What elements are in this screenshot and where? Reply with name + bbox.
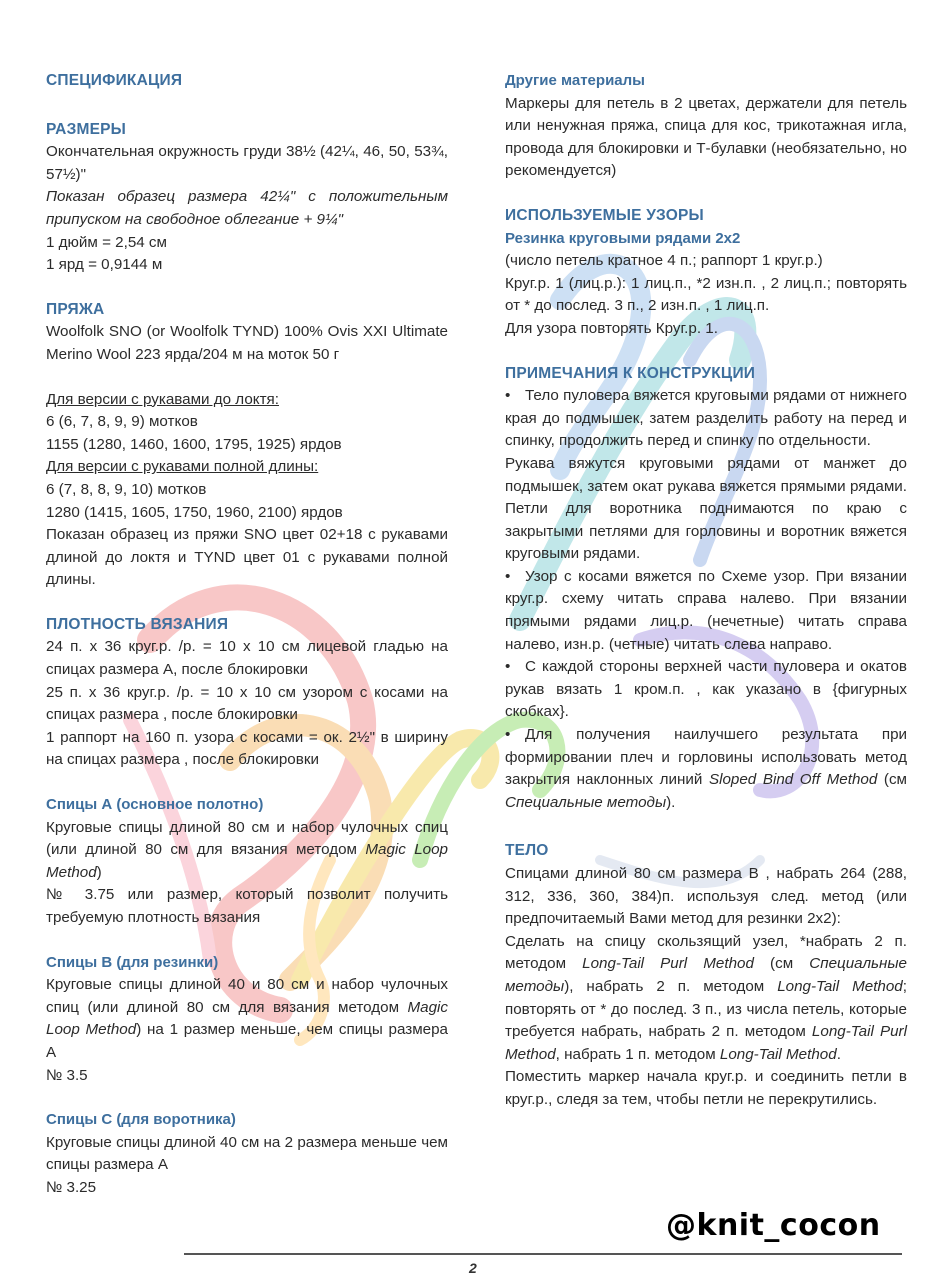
needle-c-size: № 3.25 (46, 1178, 97, 1196)
other-materials-title: Другие материалы (505, 72, 645, 89)
page-number: 2 (469, 1260, 477, 1276)
gauge-stockinette: 24 п. х 36 круг.р. /р. = 10 х 10 см лицевой гладью на спицах размера А, после блокировки (46, 638, 448, 679)
elbow-version-title: Для версии с рукавами до локтя: (46, 390, 279, 408)
yard-conversion: 1 ярд = 0,9144 м (46, 256, 163, 274)
gauge-repeat: 1 раппорт на 160 п. узора с косами = ок. 2½" в ширину на спицах размера , после блокировки (46, 728, 448, 769)
rib-line-3: Для узора повторять Круг.р. 1. (505, 319, 718, 337)
rib-line-2: Круг.р. 1 (лиц.р.): 1 лиц.п., *2 изн.п. , 2 лиц.п.; повторять от * до послед. 3 п., 2 изн.п. , 1 лиц.п. (505, 274, 907, 315)
spec-title: СПЕЦИФИКАЦИЯ (46, 72, 183, 89)
yarn-title: ПРЯЖА (46, 300, 105, 318)
rib-line-1: (число петель кратное 4 п.; раппорт 1 круг.р.) (505, 252, 823, 270)
note-4: • Для получения наилучшего результата при формировании плеч и горловины использовать метод закрытия наклонных линий Sloped Bind Off Method (см Специальные методы). (505, 724, 907, 814)
right-column (505, 70, 907, 1112)
note-1: • Тело пуловера вяжется круговыми рядами от нижнего края до подмышек, затем разделить работу на перед и спинку, продолжить перед и спинку по отдельности. (505, 385, 907, 453)
elbow-skeins: 6 (6, 7, 8, 9, 9) мотков (46, 413, 198, 431)
sizes-shown: Показан образец размера 42¼" с положительным припуском на свободное облегание + 9¼" (46, 188, 448, 228)
notes-title: ПРИМЕЧАНИЯ К КОНСТРУКЦИИ (505, 364, 756, 382)
needle-b-size: № 3.5 (46, 1066, 88, 1084)
patterns-title: ИСПОЛЬЗУЕМЫЕ УЗОРЫ (505, 206, 704, 224)
full-version-title: Для версии с рукавами полной длины: (46, 458, 319, 476)
sizes-title: РАЗМЕРЫ (46, 120, 127, 138)
note-2: • Узор с косами вяжется по Схеме узор. При вязании круг.р. схему читать справа налево. При вязании прямыми рядами лиц.р. (нечетные) читать справа налево, изн.р. (четные) читать слева направо. (505, 566, 907, 656)
shown-yarn: Показан образец из пряжи SNO цвет 02+18 с рукавами длиной до локтя и TYND цвет 01 с рукавами полной длины. (46, 526, 448, 589)
needle-a-text: Круговые спицы длиной 80 см и набор чулочных спиц (или длиной 80 см для вязания методом Magic Loop Method) (46, 818, 448, 881)
needle-b-title: Спицы В (для резинки) (46, 953, 219, 971)
needle-a-title: Спицы А (основное полотно) (46, 796, 264, 814)
needle-c-text: Круговые спицы длиной 40 см на 2 размера меньше чем спицы размера А (46, 1133, 448, 1174)
full-skeins: 6 (7, 8, 8, 9, 10) мотков (46, 480, 207, 498)
other-materials-text: Маркеры для петель в 2 цветах, держатели для петель или ненужная пряжа, спица для кос, трикотажная игла, провода для блокировки и Т-булавки (необязательно, но рекомендуется) (505, 94, 907, 180)
inch-conversion: 1 дюйм = 2,54 см (46, 233, 167, 251)
sizes-line: Окончательная окружность груди 38½ (42¼, 46, 50, 53¾, 57½)" (46, 143, 448, 183)
body-title: ТЕЛО (505, 842, 549, 860)
gauge-title: ПЛОТНОСТЬ ВЯЗАНИЯ (46, 615, 229, 633)
needle-c-title: Спицы С (для воротника) (46, 1111, 236, 1129)
note-1b: Рукава вяжутся круговыми рядами от манжет до подмышек, затем окат рукава вяжется прямыми рядами. Петли для воротника поднимаются по краю с закрытыми петлями для горловины и воротник вяжется круговыми рядами. (505, 454, 907, 563)
needle-b-text: Круговые спицы длиной 40 и 80 см и набор чулочных спиц (или длиной 80 см для вязания методом Magic Loop Method) на 1 размер меньше, чем спицы размера А (46, 976, 448, 1061)
left-column (46, 70, 448, 1200)
rib-title: Резинка круговыми рядами 2х2 (505, 229, 741, 247)
needle-a-size: № 3.75 или размер, который позволит получить требуемую плотность вязания (46, 886, 448, 926)
instagram-handle: @knit_cocon (656, 1206, 891, 1245)
body-paragraph-1: Спицами длиной 80 см размера В , набрать 264 (288, 312, 336, 360, 384)п. используя след. метод (или предпочитаемый Вами метод для резинки 2х2): (505, 865, 907, 928)
body-paragraph-2: Сделать на спицу скользящий узел, *набрать 2 п. методом Long-Tail Purl Method (см Специальные методы), набрать 2 п. методом Long-Tail Method; повторять от * до послед. 3 п., из числа петель, которые требуется набрать, набрать 2 п. методом Long-Tail Purl Method, набрать 1 п. методом Long-Tail Method. (505, 932, 907, 1063)
full-yards: 1280 (1415, 1605, 1750, 1960, 2100) ярдов (46, 503, 343, 521)
elbow-yards: 1155 (1280, 1460, 1600, 1795, 1925) ярдов (46, 435, 342, 453)
footer-divider (184, 1253, 902, 1255)
gauge-cable: 25 п. х 36 круг.р. /р. = 10 х 10 см узором с косами на спицах размера , после блокировки (46, 683, 448, 724)
note-3: • С каждой стороны верхней части пуловера и окатов рукав вязать 1 кром.п. , как указано в {фигурных скобках}. (505, 656, 907, 724)
yarn-line: Woolfolk SNO (or Woolfolk TYND) 100% Ovis XXI Ultimate Merino Wool 223 ярда/204 м на моток 50 г (46, 323, 448, 363)
body-paragraph-3: Поместить маркер начала круг.р. и соединить петли в круг.р., следя за тем, чтобы петли не перекрутились. (505, 1068, 907, 1108)
